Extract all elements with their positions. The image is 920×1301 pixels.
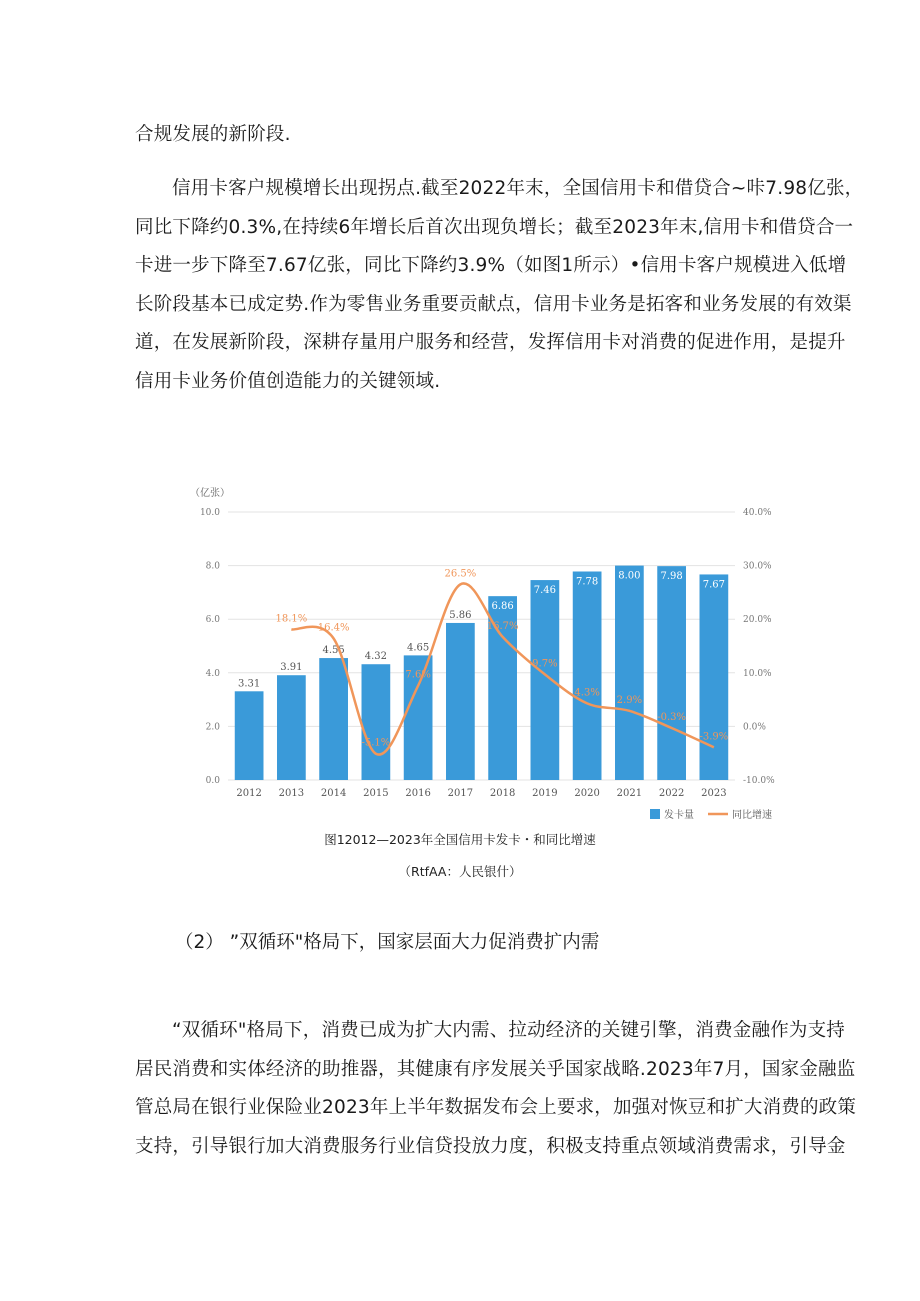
bar [657, 566, 686, 780]
bar-value-label: 6.86 [491, 601, 514, 613]
bar [573, 571, 602, 780]
credit-card-chart [180, 480, 790, 840]
right-tick-label: 30.0% [743, 561, 772, 572]
x-tick-label: 2019 [532, 788, 558, 799]
text-line: 居民消费和实体经济的助推器，其健康有序发展关乎国家战略.2023年7月，国家金融监 [135, 1058, 856, 1080]
legend-bar-label: 发卡量 [664, 810, 694, 821]
text-line: 支持，引导银行加大消费服务行业信贷投放力度，积极支持重点领域消费需求，引导金 [135, 1135, 846, 1157]
growth-value-label: -0.3% [657, 712, 687, 724]
figure-source: （RtfAA：人民银什） [398, 864, 522, 879]
bar-value-label: 4.32 [364, 651, 388, 663]
bar-value-label: 7.67 [702, 579, 726, 591]
right-tick-label: 20.0% [743, 615, 772, 626]
bar [319, 658, 348, 780]
left-tick-label: 6.0 [205, 615, 220, 626]
bar-value-label: 3.31 [237, 678, 261, 690]
x-tick-label: 2023 [701, 788, 727, 799]
x-tick-label: 2018 [489, 788, 516, 799]
growth-value-label: -5.1% [361, 737, 391, 749]
left-axis-unit: （亿张） [190, 488, 230, 499]
growth-value-label: 9.7% [532, 658, 558, 670]
bar [700, 574, 729, 780]
growth-value-label: 16.4% [317, 622, 350, 634]
left-tick-label: 10.0 [199, 508, 220, 518]
chart-svg [180, 480, 790, 840]
x-tick-label: 2013 [278, 788, 305, 799]
x-tick-label: 2017 [447, 788, 474, 799]
bar-value-label: 5.86 [449, 609, 472, 621]
right-tick-label: 40.0% [743, 508, 772, 518]
bar-value-label: 7.78 [575, 576, 599, 588]
text-line: “双循环"格局下，消费已成为扩大内需、拉动经济的关键引擎，消费金融作为支持 [172, 1020, 845, 1041]
text-line: 合规发展的新阶段. [135, 124, 291, 145]
paragraph-credit-card [135, 170, 864, 401]
bar-value-label: 4.65 [406, 642, 430, 654]
bar [446, 623, 475, 780]
growth-value-label: 18.1% [275, 613, 308, 625]
growth-value-label: 4.3% [574, 687, 600, 699]
text-line: 同比下降约0.3%,在持续6年增长后首次出现负增长；截至2023年末,信用卡和借贷合一 [135, 216, 854, 238]
bar [615, 566, 644, 780]
right-tick-label: -10.0% [743, 776, 775, 786]
section-heading: （2） ”双循环"格局下，国家层面大力促消费扩内需 [175, 932, 600, 953]
growth-value-label: -3.9% [699, 731, 729, 743]
x-tick-label: 2015 [363, 788, 389, 799]
bar [531, 580, 560, 780]
text-line: 信用卡业务价值创造能力的关键领域. [135, 370, 441, 392]
growth-value-label: 26.5% [444, 568, 477, 580]
legend-line-label: 同比增速 [732, 810, 772, 821]
text-line: 道，在发展新阶段，深耕存量用户服务和经营，发挥信用卡对消费的促进作用，是提升 [135, 332, 846, 353]
bar-value-label: 8.00 [618, 570, 641, 582]
left-tick-label: 0.0 [205, 776, 220, 786]
left-tick-label: 4.0 [205, 668, 220, 679]
legend-bar-swatch [650, 809, 660, 819]
bar [362, 664, 391, 780]
bar-value-label: 3.91 [280, 662, 303, 674]
text-line: 管总局在银行业保险业2023年上半年数据发布会上要求，加强对恢豆和扩大消费的政策 [135, 1097, 857, 1118]
growth-value-label: 7.6% [405, 669, 431, 681]
right-tick-label: 0.0% [743, 722, 766, 733]
x-tick-label: 2021 [616, 788, 643, 799]
bar-value-label: 7.98 [660, 571, 683, 583]
text-line: 信用卡客户规模增长出现拐点.截至2022年末，全国信用卡和借贷合~咔7.98亿张， [172, 178, 864, 199]
x-tick-label: 2014 [320, 788, 347, 799]
bar [235, 691, 264, 780]
growth-value-label: 2.9% [616, 694, 643, 706]
x-tick-label: 2012 [236, 788, 262, 799]
growth-value-label: 16.7% [486, 620, 519, 632]
left-tick-label: 8.0 [205, 561, 220, 572]
paragraph-dual-circulation [135, 1012, 857, 1166]
figure-caption: 图12012—2023年全国信用卡发卡・和同比增速 [324, 832, 596, 847]
x-tick-label: 2020 [574, 788, 600, 799]
right-tick-label: 10.0% [743, 668, 772, 679]
x-tick-label: 2022 [658, 788, 685, 799]
left-tick-label: 2.0 [205, 722, 220, 733]
bar [277, 675, 306, 780]
bar-value-label: 7.46 [533, 585, 557, 597]
bar-value-label: 4.55 [322, 645, 345, 657]
text-line: 卡进一步下降至7.67亿张，同比下降约3.9%（如图1所示）•信用卡客户规模进入低增 [135, 255, 847, 276]
x-tick-label: 2016 [405, 788, 431, 799]
paragraph-intro [135, 116, 800, 155]
text-line: 长阶段基本已成定势.作为零售业务重要贡献点，信用卡业务是拓客和业务发展的有效渠 [135, 293, 852, 315]
